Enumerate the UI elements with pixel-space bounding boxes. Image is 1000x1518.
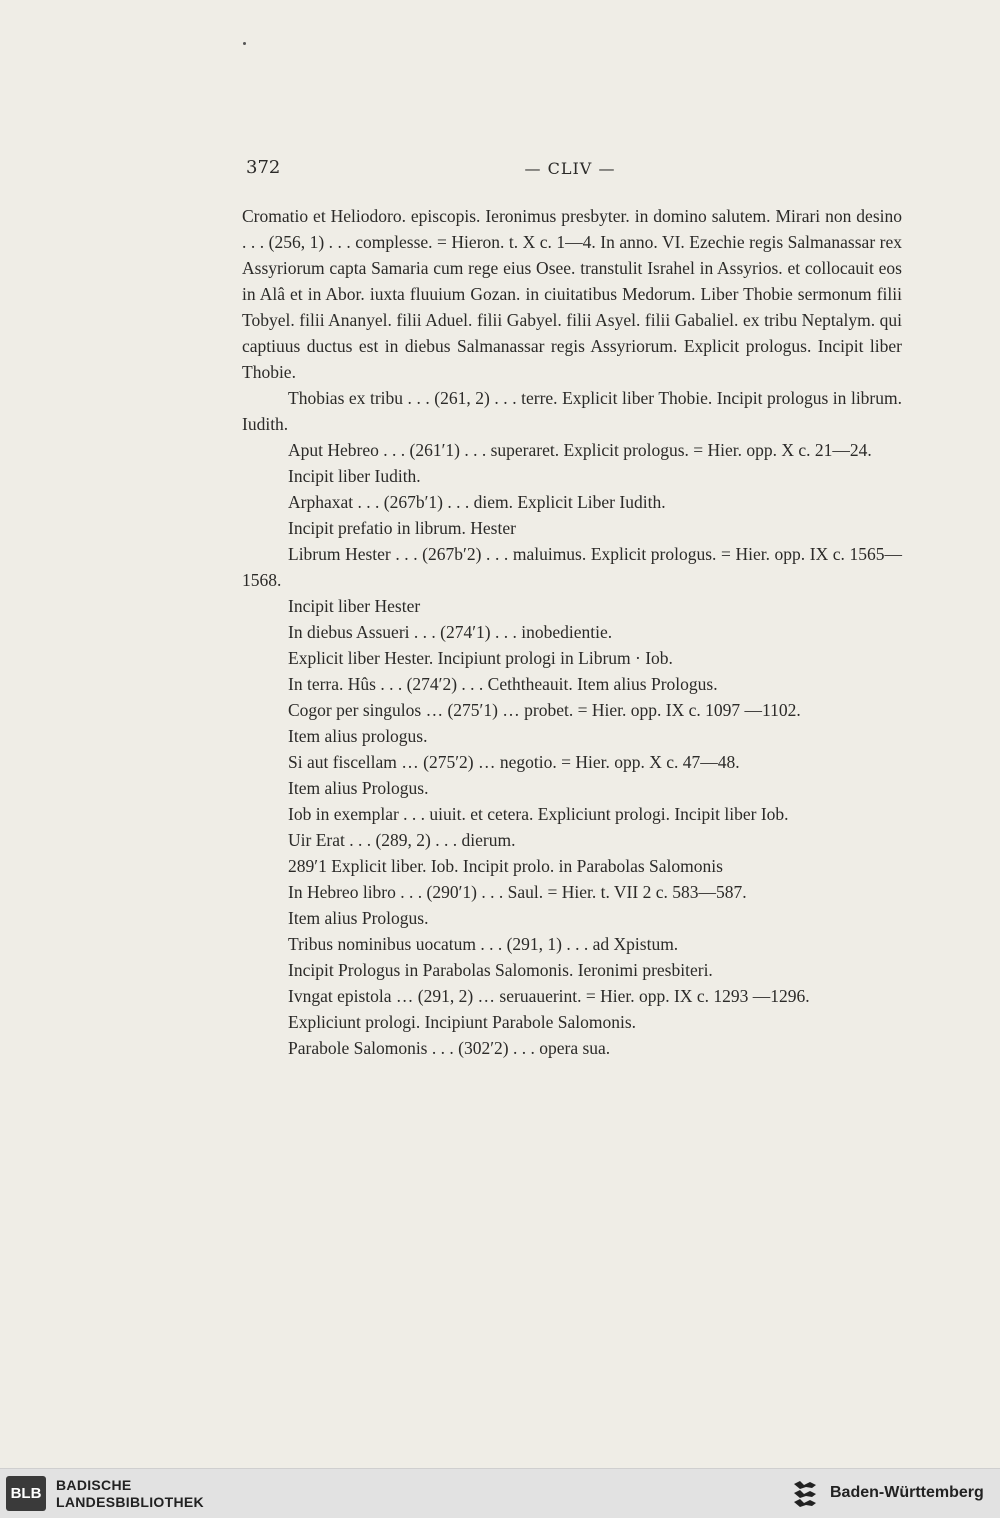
paragraph: Parabole Salomonis . . . (302′2) . . . opera sua.: [288, 1038, 611, 1058]
speck: [243, 42, 246, 45]
paragraph: Cromatio et Heliodoro. episcopis. Ieronimus presbyter. in domino salutem. Mirari non desino . . . (256, 1) . . . complesse. = Hieron. t. X c. 1—4. In anno. VI. Ezechie regis Salmanassar rex Assyriorum capta Samaria cum rege eius Osee. transtulit Israhel in Assyrios. et collocauit eos in Alâ et in Abor. iuxta fluuium Gozan. in ciuitatibus Medorum. Liber Thobie sermonum filii Tobyel. filii Ananyel. filii Aduel. filii Gabyel. filii Asyel. filii Gabaliel. ex tribu Neptalym. qui captiuus ductus est in diebus Salmanassar regis Assyriorum. Explicit prologus. Incipit liber Thobie.: [242, 206, 902, 382]
paragraph: Incipit liber Iudith.: [288, 466, 421, 486]
paragraph: Incipit Prologus in Parabolas Salomonis. Ieronimi presbiteri.: [288, 960, 713, 980]
running-head-text: — CLIV —: [524, 159, 616, 178]
paragraph: Arphaxat . . . (267b′1) . . . diem. Explicit Liber Iudith.: [288, 492, 666, 512]
paragraph: Cogor per singulos … (275′1) … probet. = Hier. opp. IX c. 1097 —1102.: [288, 700, 801, 720]
paragraph: Item alius Prologus.: [288, 778, 429, 798]
paragraph: Item alius prologus.: [288, 726, 428, 746]
paragraph: Expliciunt prologi. Incipiunt Parabole Salomonis.: [288, 1012, 637, 1032]
paragraph: Si aut fiscellam … (275′2) … negotio. = Hier. opp. X c. 47—48.: [288, 752, 740, 772]
coat-of-arms-icon: [790, 1478, 820, 1508]
running-head: [0, 159, 1000, 178]
paragraph: Librum Hester . . . (267b′2) . . . maluimus. Explicit prologus. = Hier. opp. IX c. 1565—1568.: [242, 544, 902, 590]
paragraph: Item alius Prologus.: [288, 908, 429, 928]
paragraph: Thobias ex tribu . . . (261, 2) . . . terre. Explicit liber Thobie. Incipit prologus in librum. Iudith.: [242, 388, 902, 434]
paragraph: 289′1 Explicit liber. Iob. Incipit prolo. in Parabolas Salomonis: [288, 856, 723, 876]
paragraph: In Hebreo libro . . . (290′1) . . . Saul. = Hier. t. VII 2 c. 583—587.: [288, 882, 747, 902]
library-name-line2: LANDESBIBLIOTHEK: [56, 1494, 204, 1510]
library-name[interactable]: [56, 1477, 204, 1511]
page-number: 372: [246, 157, 281, 178]
state-name[interactable]: Baden-Württemberg: [830, 1484, 984, 1501]
paragraph: In terra. Hûs . . . (274′2) . . . Ceththeauit. Item alius Prologus.: [288, 674, 718, 694]
paragraph: Tribus nominibus uocatum . . . (291, 1) . . . ad Xpistum.: [288, 934, 679, 954]
paragraph: Uir Erat . . . (289, 2) . . . dierum.: [288, 830, 516, 850]
paragraph: In diebus Assueri . . . (274′1) . . . inobedientie.: [288, 622, 613, 642]
paragraph: Ivngat epistola … (291, 2) … seruauerint. = Hier. opp. IX c. 1293 —1296.: [288, 986, 810, 1006]
viewer-footer-bar: [0, 1468, 1000, 1518]
body-text: [242, 203, 902, 1061]
blb-logo[interactable]: BLB: [6, 1476, 46, 1511]
paragraph: Incipit liber Hester: [288, 596, 421, 616]
paragraph: Iob in exemplar . . . uiuit. et cetera. Expliciunt prologi. Incipit liber Iob.: [288, 804, 789, 824]
paragraph: Explicit liber Hester. Incipiunt prologi in Librum · Iob.: [288, 648, 673, 668]
paragraph: Incipit prefatio in librum. Hester: [288, 518, 516, 538]
paragraph: Aput Hebreo . . . (261′1) . . . superaret. Explicit prologus. = Hier. opp. X c. 21—24.: [288, 440, 872, 460]
library-name-line1: BADISCHE: [56, 1477, 132, 1493]
